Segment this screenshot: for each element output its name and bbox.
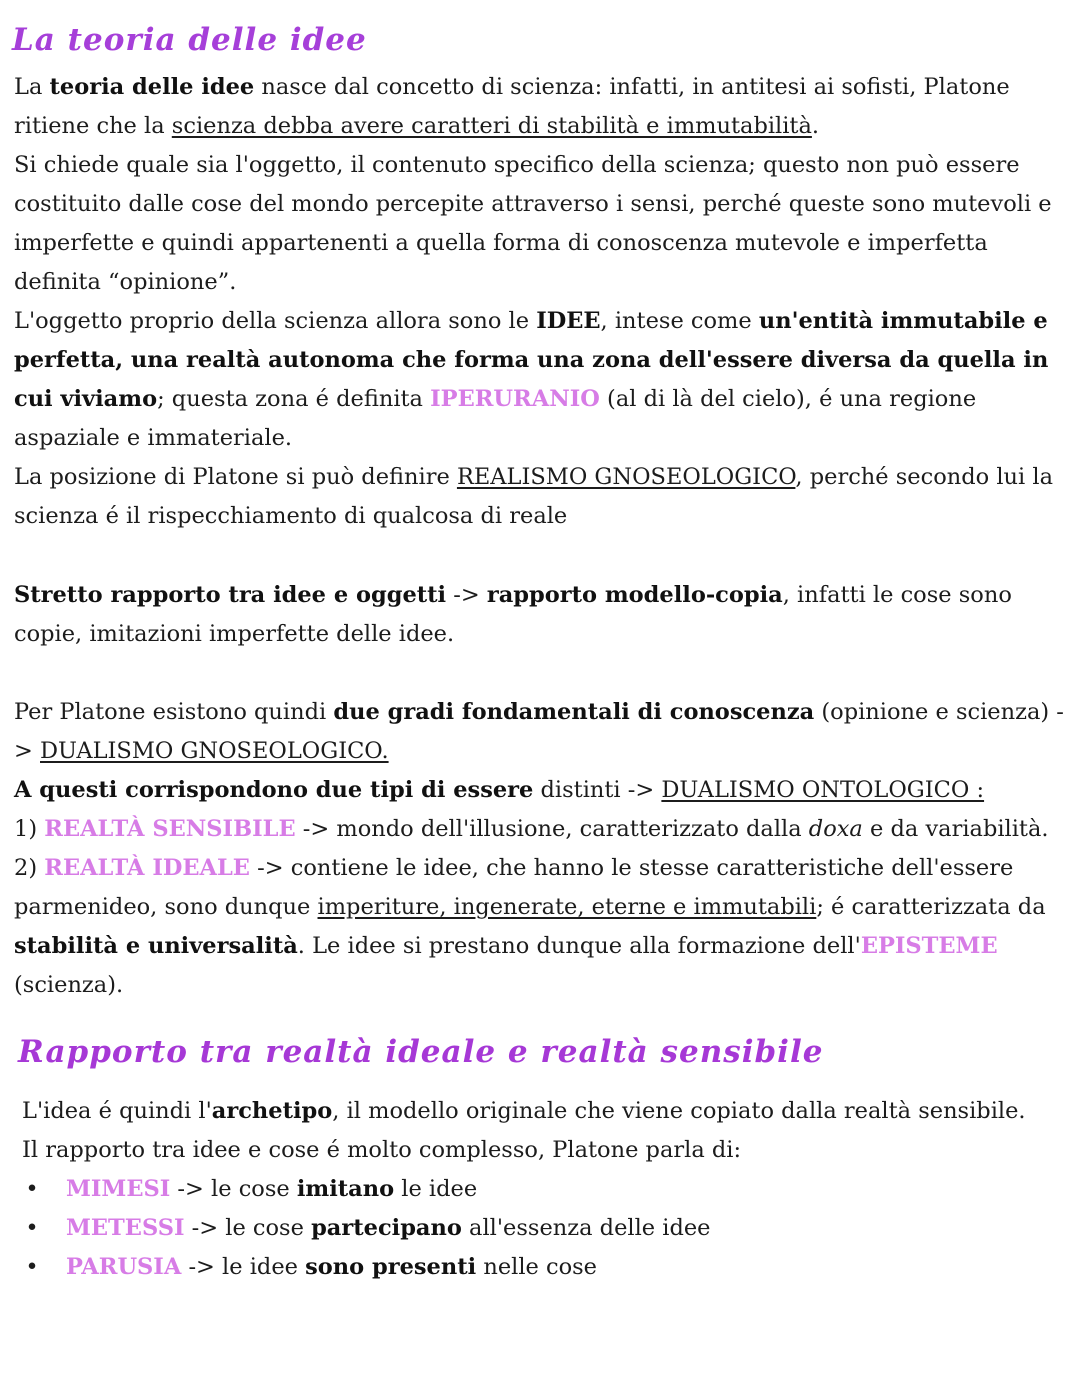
- text: -> le cose: [184, 1215, 312, 1241]
- bold-text: stabilità e universalità: [14, 933, 298, 959]
- underlined-text: REALISMO GNOSEOLOGICO: [456, 464, 796, 490]
- highlight-term: METESSI: [66, 1215, 185, 1241]
- highlight-term: MIMESI: [66, 1176, 171, 1202]
- bold-text: Stretto rapporto tra idee e oggetti: [14, 582, 447, 608]
- text: -> le cose: [170, 1176, 297, 1202]
- highlight-term: PARUSIA: [66, 1254, 182, 1280]
- text: e da variabilità.: [862, 816, 1049, 842]
- underlined-text: DUALISMO GNOSEOLOGICO.: [40, 738, 389, 764]
- underlined-text: DUALISMO ONTOLOGICO :: [661, 777, 985, 803]
- bold-text: un'entità immutabile e perfetta, una realtà autonoma che forma una zona dell'essere diversa da quella in cui viviamo: [14, 308, 1049, 412]
- list-item: [22, 1248, 710, 1287]
- text: , il modello originale che viene copiato dalla realtà sensibile.: [332, 1098, 1026, 1124]
- section-title-teoria: La teoria delle idee: [12, 22, 367, 58]
- bold-text: due gradi fondamentali di conoscenza: [333, 699, 815, 725]
- text: , intese come: [600, 308, 759, 334]
- text: ; é caratterizzata da: [816, 894, 1046, 920]
- text: .: [811, 113, 820, 139]
- text: . Le idee si prestano dunque alla formazione dell': [297, 933, 861, 959]
- text: L'idea é quindi l': [22, 1098, 212, 1124]
- list-item: [22, 1209, 710, 1248]
- text: ; questa zona é definita: [157, 386, 431, 412]
- text: nelle cose: [476, 1254, 597, 1280]
- highlight-term: REALTÀ IDEALE: [44, 855, 250, 881]
- underlined-text: imperiture, ingenerate, eterne e immutabili: [317, 894, 817, 920]
- paragraph-teoria: [14, 68, 1076, 536]
- text: -> le idee: [181, 1254, 306, 1280]
- text: 1): [14, 816, 45, 842]
- text: distinti ->: [533, 777, 662, 803]
- bullet-icon: •: [25, 1215, 39, 1241]
- underlined-text: scienza debba avere caratteri di stabilità e immutabilità: [171, 113, 812, 139]
- text: ->: [446, 582, 487, 608]
- italic-text: doxa: [808, 816, 863, 842]
- section-title-rapporto: Rapporto tra realtà ideale e realtà sensibile: [18, 1034, 824, 1070]
- text: La posizione di Platone si può definire: [14, 464, 457, 490]
- text: Per Platone esistono quindi: [14, 699, 334, 725]
- paragraph-archetipo: [22, 1092, 1072, 1170]
- bold-text: rapporto modello-copia: [486, 582, 783, 608]
- text: , perché secondo lui la scienza é il rispecchiamento di qualcosa di reale: [14, 464, 1054, 529]
- list-item: [22, 1170, 710, 1209]
- text: (al di là del cielo), é una regione aspaziale e immateriale.: [14, 386, 977, 451]
- bold-text: archetipo: [211, 1098, 333, 1124]
- text: 2): [14, 855, 45, 881]
- text: L'oggetto proprio della scienza allora sono le: [14, 308, 537, 334]
- bold-text: imitano: [296, 1176, 395, 1202]
- text: nasce dal concetto di scienza: infatti, in antitesi ai sofisti, Platone ritiene che la: [14, 74, 1010, 139]
- highlight-term: IPERURANIO: [430, 386, 600, 412]
- highlight-term: REALTÀ SENSIBILE: [44, 816, 296, 842]
- text: (scienza).: [14, 972, 124, 998]
- paragraph-dualismo: [14, 693, 1076, 1005]
- text: (opinione e scienza) ->: [14, 699, 1064, 764]
- text: Il rapporto tra idee e cose é molto complesso, Platone parla di:: [22, 1137, 742, 1163]
- text: le idee: [394, 1176, 478, 1202]
- relation-list: [22, 1170, 710, 1287]
- bold-text: sono presenti: [305, 1254, 477, 1280]
- text: Si chiede quale sia l'oggetto, il contenuto specifico della scienza; questo non può essere costituito dalle cose del mondo percepite attraverso i sensi, perché queste sono mutevoli e imperfette e quindi appartenenti a quella forma di conoscenza mutevole e imperfetta definita “opinione”.: [14, 152, 1052, 295]
- bold-text: IDEE: [536, 308, 601, 334]
- highlight-term: EPISTEME: [860, 933, 998, 959]
- bold-text: partecipano: [311, 1215, 462, 1241]
- bullet-icon: •: [25, 1254, 39, 1280]
- bold-text: A questi corrispondono due tipi di essere: [14, 777, 534, 803]
- text: -> contiene le idee, che hanno le stesse caratteristiche dell'essere parmenideo, sono dunque: [14, 855, 1014, 920]
- text: , infatti le cose sono copie, imitazioni imperfette delle idee.: [14, 582, 1012, 647]
- text: La: [14, 74, 50, 100]
- text: all'essenza delle idee: [461, 1215, 711, 1241]
- paragraph-modello-copia: [14, 576, 1076, 654]
- text: -> mondo dell'illusione, caratterizzato dalla: [295, 816, 809, 842]
- bullet-icon: •: [25, 1176, 39, 1202]
- bold-text: teoria delle idee: [49, 74, 255, 100]
